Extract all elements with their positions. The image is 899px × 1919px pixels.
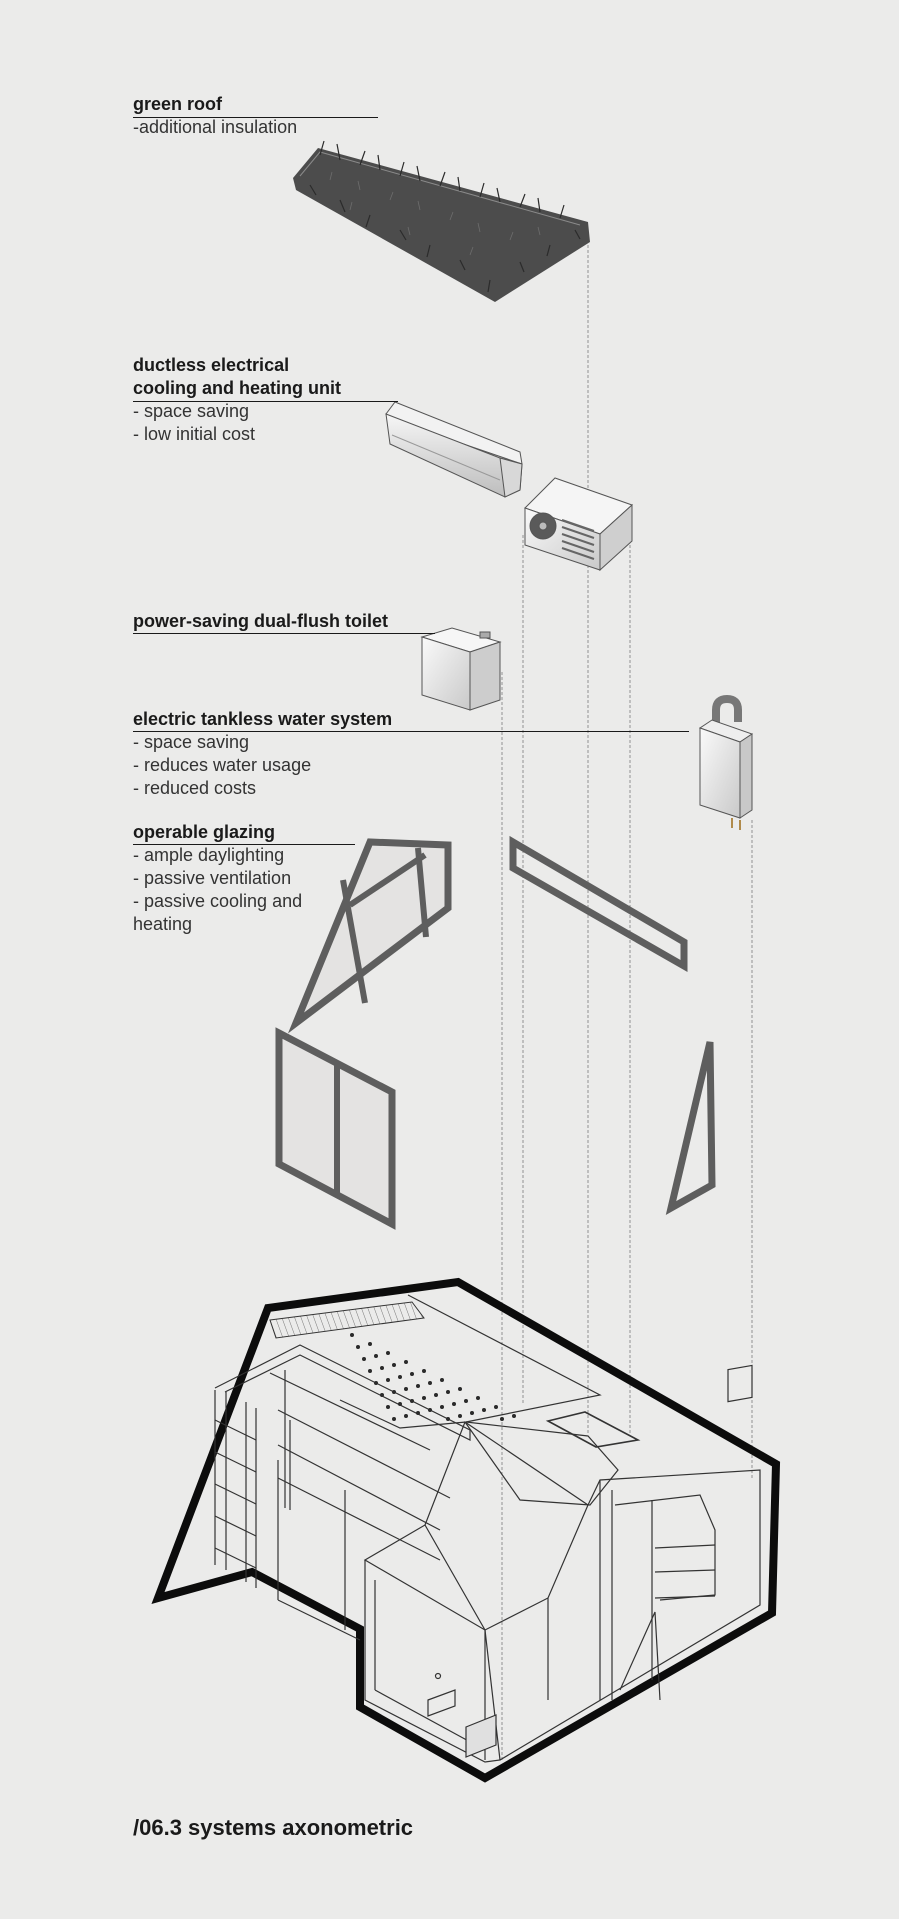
floor-dot	[398, 1402, 402, 1406]
figure-caption: /06.3 systems axonometric	[133, 1815, 414, 1840]
floor-dot	[386, 1405, 390, 1409]
floor-dot	[470, 1411, 474, 1415]
floor-dot	[422, 1369, 426, 1373]
floor-dot	[386, 1351, 390, 1355]
floor-dot	[380, 1366, 384, 1370]
floor-dot	[392, 1390, 396, 1394]
floor-dot	[440, 1378, 444, 1382]
window-frame-icon	[279, 842, 712, 1224]
label-item: - reduces water usage	[133, 755, 312, 775]
label-green-roof	[133, 93, 297, 139]
floor-dot	[440, 1405, 444, 1409]
outdoor-condenser-icon	[525, 478, 632, 570]
label-toilet	[133, 610, 388, 633]
label-item: - passive cooling and	[133, 891, 303, 911]
leader-line-water	[133, 731, 689, 732]
floor-dot	[368, 1369, 372, 1373]
floor-dot	[500, 1417, 504, 1421]
floor-dot	[476, 1396, 480, 1400]
label-water-system	[133, 708, 392, 800]
label-title: cooling and heating unit	[133, 378, 341, 398]
grass-roof-icon	[293, 141, 590, 302]
floor-dot	[386, 1378, 390, 1382]
leader-line-green-roof	[133, 117, 378, 118]
house-axonometric-icon	[158, 1282, 776, 1778]
floor-dot	[362, 1357, 366, 1361]
floor-dot	[434, 1393, 438, 1397]
label-item: - ample daylighting	[133, 845, 285, 865]
leader-line-toilet	[133, 633, 435, 634]
floor-dot	[446, 1390, 450, 1394]
floor-dot	[428, 1381, 432, 1385]
floor-dot	[464, 1399, 468, 1403]
label-title: operable glazing	[133, 822, 276, 842]
label-title: ductless electrical	[133, 355, 290, 375]
floor-dot	[392, 1417, 396, 1421]
label-item: - passive ventilation	[133, 868, 292, 888]
toilet-tank-icon	[422, 628, 500, 710]
floor-dot	[512, 1414, 516, 1418]
label-title: electric tankless water system	[133, 709, 393, 729]
floor-dot	[458, 1414, 462, 1418]
floor-dot	[398, 1375, 402, 1379]
label-item: -additional insulation	[133, 117, 298, 137]
floor-dot	[410, 1399, 414, 1403]
floor-dot	[452, 1402, 456, 1406]
floor-dot	[446, 1417, 450, 1421]
floor-dot	[416, 1384, 420, 1388]
floor-dot-grid	[350, 1333, 516, 1421]
label-item: - low initial cost	[133, 424, 256, 444]
label-item: - reduced costs	[133, 778, 257, 798]
label-title: green roof	[133, 94, 223, 114]
floor-dot	[458, 1387, 462, 1391]
floor-dot	[404, 1414, 408, 1418]
floor-dot	[416, 1411, 420, 1415]
label-item: - space saving	[133, 732, 250, 752]
floor-dot	[410, 1372, 414, 1376]
floor-dot	[494, 1405, 498, 1409]
floor-dot	[356, 1345, 360, 1349]
floor-dot	[428, 1408, 432, 1412]
label-item: heating	[133, 914, 193, 934]
floor-dot	[404, 1360, 408, 1364]
floor-dot	[392, 1363, 396, 1367]
label-glazing	[133, 821, 302, 936]
label-title: power-saving dual-flush toilet	[133, 611, 389, 631]
floor-dot	[374, 1381, 378, 1385]
floor-dot	[482, 1408, 486, 1412]
floor-dot	[380, 1393, 384, 1397]
floor-dot	[368, 1342, 372, 1346]
floor-dot	[374, 1354, 378, 1358]
indoor-ac-unit-icon	[386, 402, 522, 497]
leader-line-glazing	[133, 844, 355, 845]
water-heater-icon	[700, 699, 752, 830]
floor-dot	[422, 1396, 426, 1400]
floor-dot	[350, 1333, 354, 1337]
leader-line-cooling	[133, 401, 398, 402]
label-item: - space saving	[133, 401, 250, 421]
floor-dot	[404, 1387, 408, 1391]
label-cooling-unit	[133, 354, 341, 446]
